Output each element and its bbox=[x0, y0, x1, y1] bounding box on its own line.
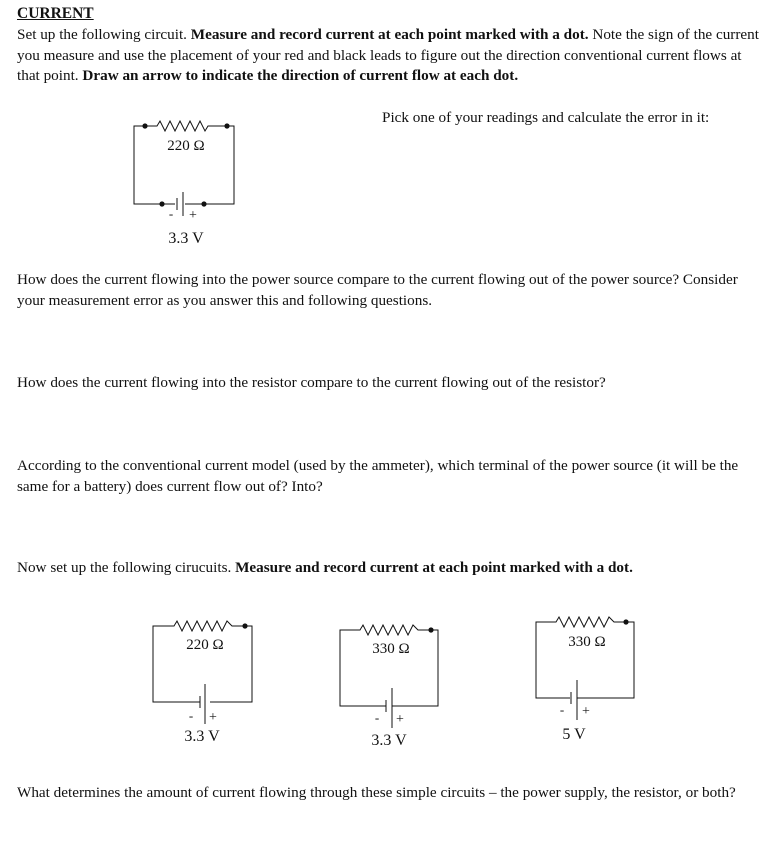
positive-terminal-label: + bbox=[582, 704, 590, 719]
question-3: According to the conventional current model (used by the ammeter), which terminal of the power source (it will be the same for a battery) does current flow out of? Into? bbox=[17, 457, 739, 495]
error-prompt: Pick one of your readings and calculate the error in it: bbox=[382, 109, 710, 126]
question-1: How does the current flowing into the power source compare to the current flowing out of the power source? Consider your measurement error as you answer this and following questions. bbox=[17, 271, 738, 309]
setup-text: Now set up the following cirucuits. bbox=[17, 559, 236, 576]
voltage-label: 3.3 V bbox=[184, 728, 220, 745]
negative-terminal-label: - bbox=[374, 710, 380, 725]
voltage-label: 3.3 V bbox=[371, 732, 407, 749]
intro-bold-2: Draw an arrow to indicate the direction of current flow at each dot. bbox=[82, 67, 519, 84]
question-2: How does the current flowing into the resistor compare to the current flowing out of the resistor? bbox=[17, 374, 606, 391]
intro-text-2: Note the sign of the current you measure and use the placement of your red and black leads to figure out the direction conventional current flows at that point. bbox=[17, 26, 759, 84]
voltage-label: 3.3 V bbox=[168, 230, 204, 247]
positive-terminal-label: + bbox=[189, 208, 197, 223]
resistor-label: 330 Ω bbox=[372, 641, 410, 657]
intro-bold-1: Measure and record current at each point marked with a dot. bbox=[190, 26, 589, 43]
resistor-label: 220 Ω bbox=[167, 138, 205, 154]
positive-terminal-label: + bbox=[396, 712, 404, 727]
measure-dot bbox=[623, 619, 628, 624]
section-title: CURRENT bbox=[17, 5, 94, 22]
setup-bold: Measure and record current at each point marked with a dot. bbox=[235, 559, 633, 576]
resistor-label: 220 Ω bbox=[186, 637, 224, 653]
negative-terminal-label: - bbox=[188, 708, 194, 723]
intro-text-1: Set up the following circuit. bbox=[17, 26, 191, 43]
negative-terminal-label: - bbox=[168, 206, 174, 221]
question-4: What determines the amount of current flowing through these simple circuits – the power supply, the resistor, or both? bbox=[17, 784, 736, 801]
positive-terminal-label: + bbox=[209, 710, 217, 725]
voltage-label: 5 V bbox=[562, 726, 586, 743]
negative-terminal-label: - bbox=[559, 702, 565, 717]
resistor-label: 330 Ω bbox=[568, 634, 606, 650]
